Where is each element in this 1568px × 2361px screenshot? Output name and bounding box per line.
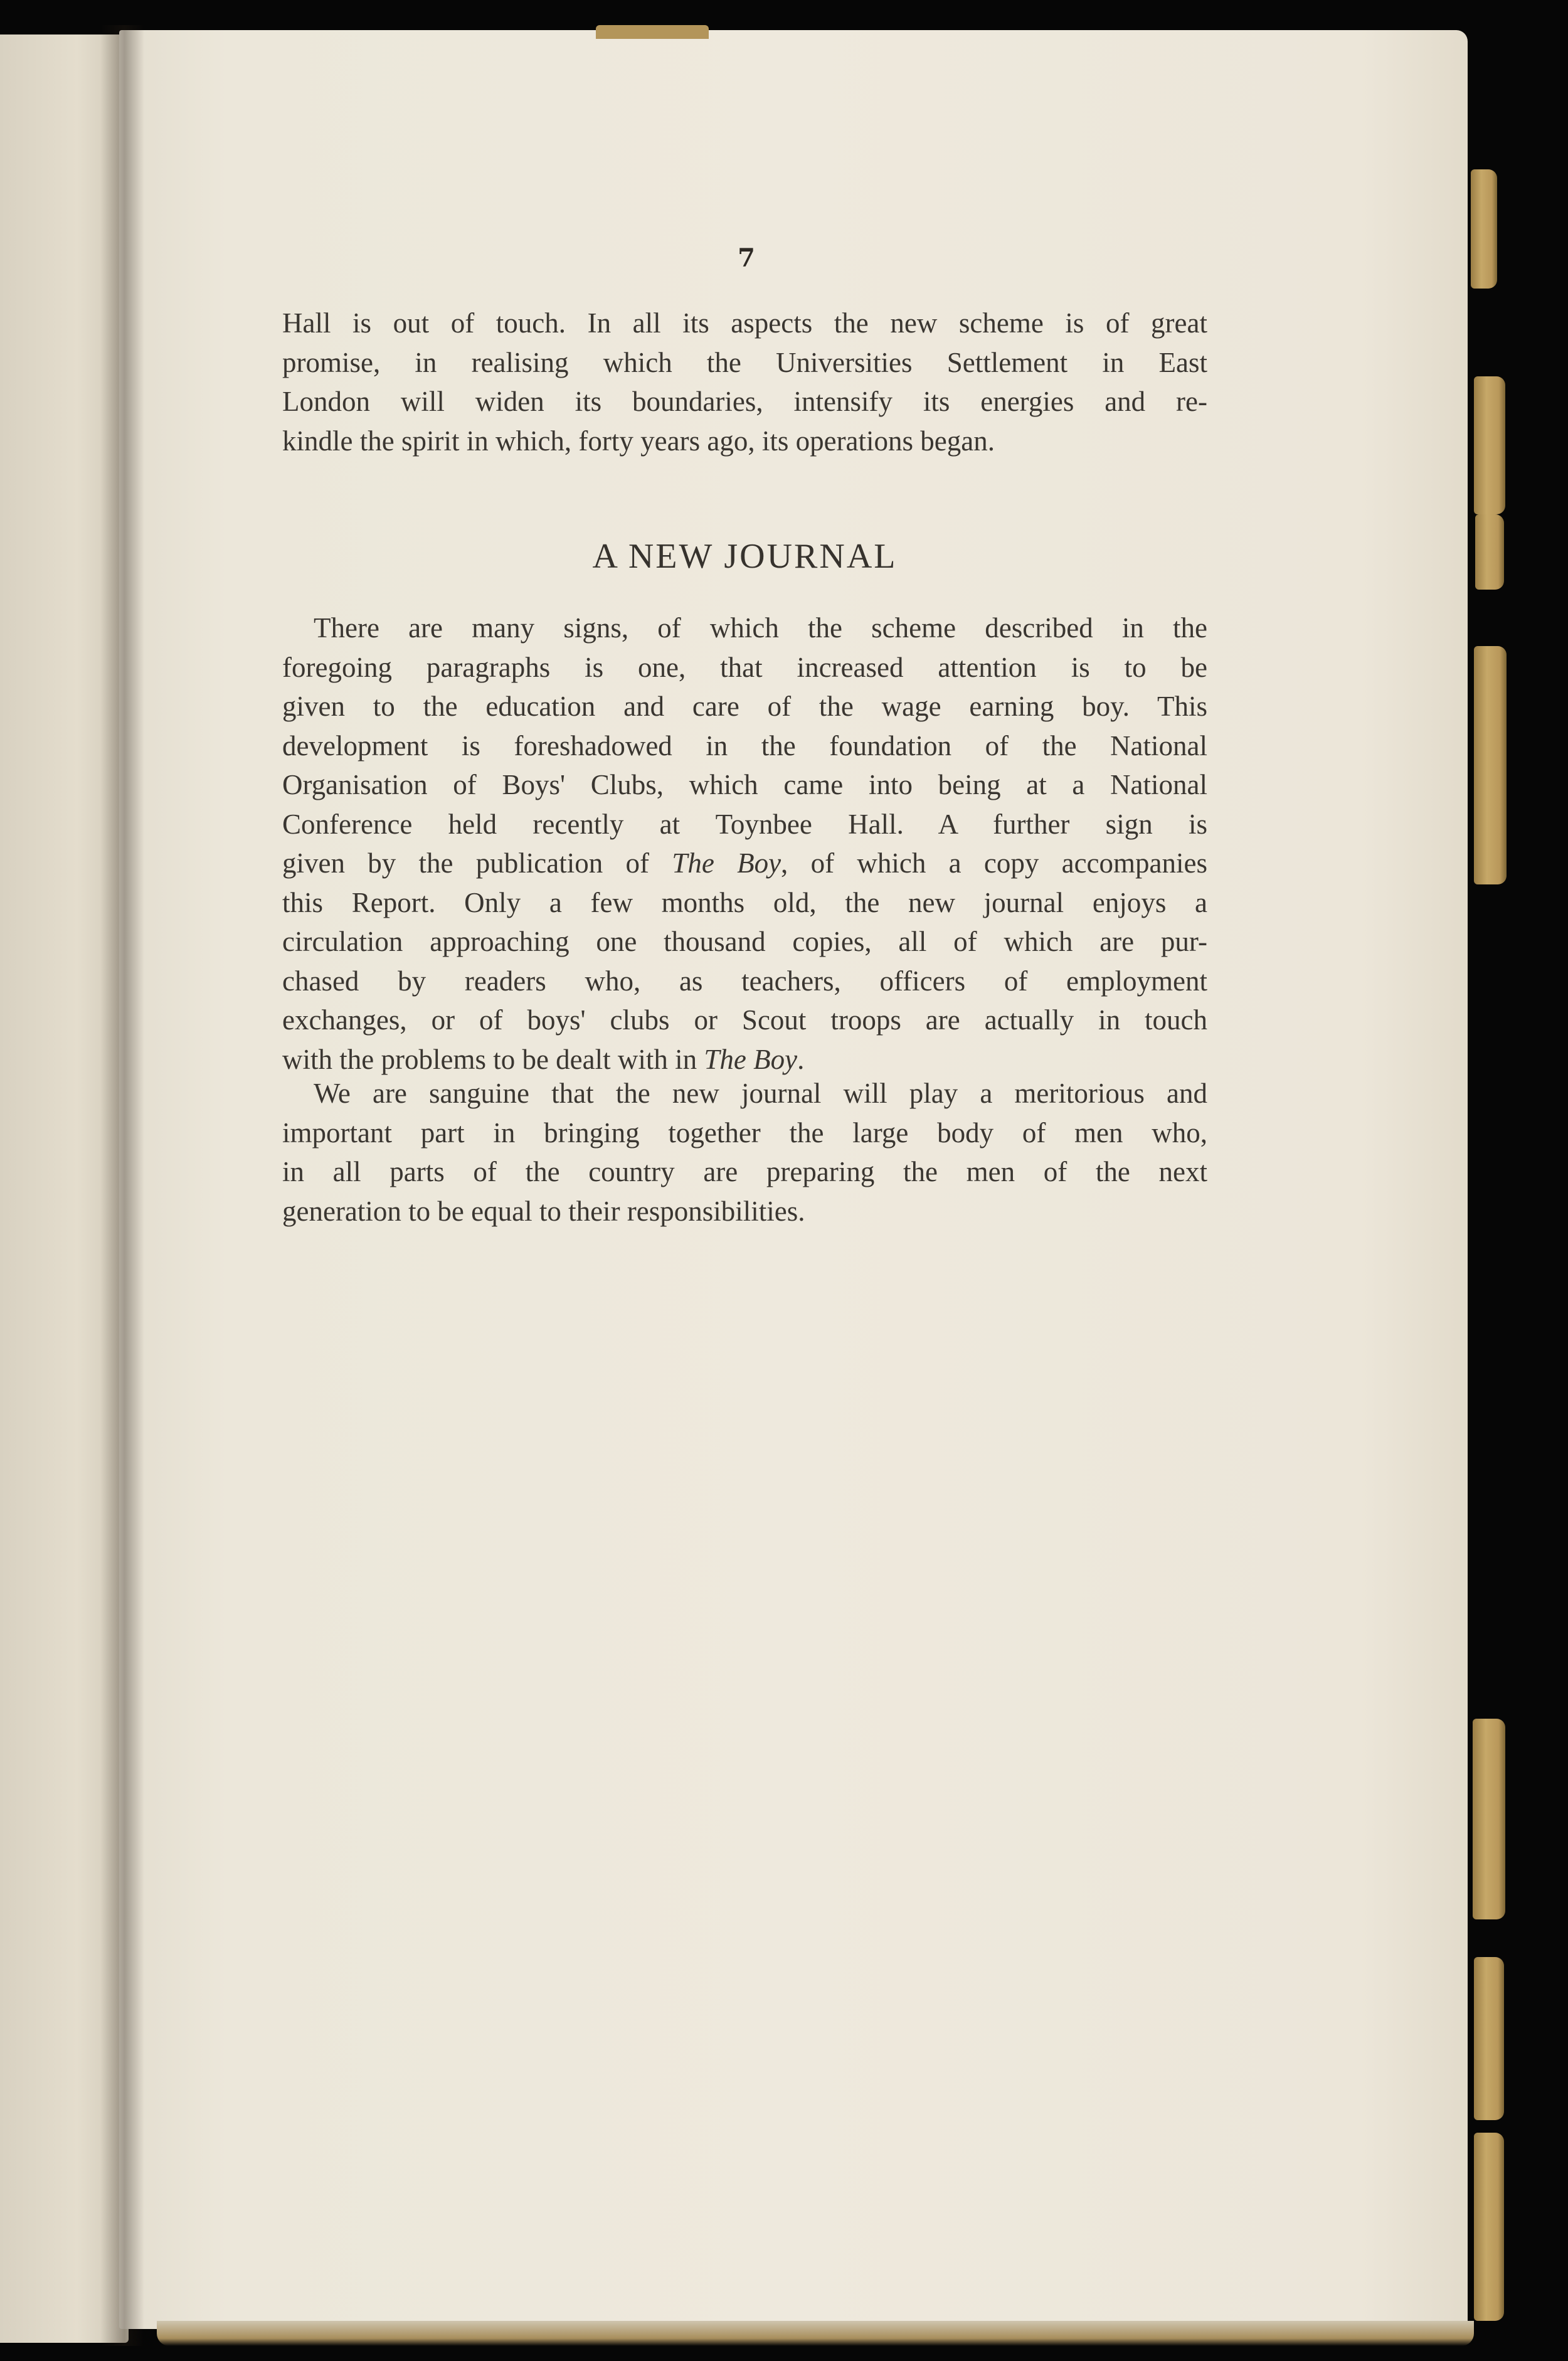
gutter-shadow	[100, 25, 144, 2346]
journal-title: The Boy	[672, 847, 781, 879]
text-line-with-title	[282, 844, 1207, 883]
edge-tear-2	[1474, 376, 1505, 514]
text-fragment: .	[797, 1043, 805, 1075]
bottom-edge-tear	[157, 2321, 1474, 2346]
edge-tear-3	[1475, 514, 1504, 590]
text-line: Conference held recently at Toynbee Hall. A further sign is	[282, 808, 1207, 840]
text-line-with-title	[282, 1040, 1207, 1080]
text-line: in all parts of the country are preparing the men of the next	[282, 1156, 1207, 1187]
page-number: 7	[738, 243, 755, 273]
text-line: this Report. Only a few months old, the new journal enjoys a	[282, 886, 1207, 918]
text-line: promise, in realising which the Universities Settlement in East	[282, 346, 1207, 378]
edge-tear-5	[1473, 1719, 1505, 1919]
text-line: exchanges, or of boys' clubs or Scout troops are actually in touch	[282, 1004, 1207, 1036]
text-line: Hall is out of touch. In all its aspects the new scheme is of great	[282, 307, 1207, 339]
text-fragment: with the problems to be dealt with in	[282, 1043, 704, 1075]
text-line: important part in bringing together the large body of men who,	[282, 1117, 1207, 1149]
text-line: given to the education and care of the wage earning boy. This	[282, 691, 1207, 722]
text-line: London will widen its boundaries, intensify its energies and re-	[282, 386, 1207, 417]
text-line: kindle the spirit in which, forty years ago, its operations began.	[282, 425, 995, 457]
text-fragment: , of which a copy accompanies	[781, 847, 1207, 879]
edge-tear-1	[1471, 169, 1497, 289]
edge-tear-6	[1474, 1957, 1504, 2120]
paragraph-2	[282, 1074, 1207, 1231]
continuation-paragraph	[282, 304, 1207, 460]
text-line: chased by readers who, as teachers, officers of employment	[282, 965, 1207, 997]
text-line: circulation approaching one thousand copies, all of which are pur-	[282, 926, 1207, 957]
text-line: We are sanguine that the new journal will play a meritorious and	[314, 1078, 1207, 1109]
text-line: There are many signs, of which the scheme described in the	[314, 612, 1207, 644]
paragraph-1	[282, 608, 1207, 1079]
section-heading: A NEW JOURNAL	[592, 537, 898, 576]
text-line: generation to be equal to their responsibilities.	[282, 1195, 805, 1227]
text-line: development is foreshadowed in the foundation of the National	[282, 730, 1207, 761]
text-fragment: given by the publication of	[282, 847, 672, 879]
journal-title: The Boy	[704, 1043, 798, 1075]
text-line: foregoing paragraphs is one, that increased attention is to be	[282, 651, 1207, 683]
text-line: Organisation of Boys' Clubs, which came into being at a National	[282, 769, 1207, 800]
edge-tear-4	[1474, 646, 1507, 884]
edge-tear-7	[1474, 2133, 1504, 2321]
top-edge-tear	[596, 25, 709, 39]
